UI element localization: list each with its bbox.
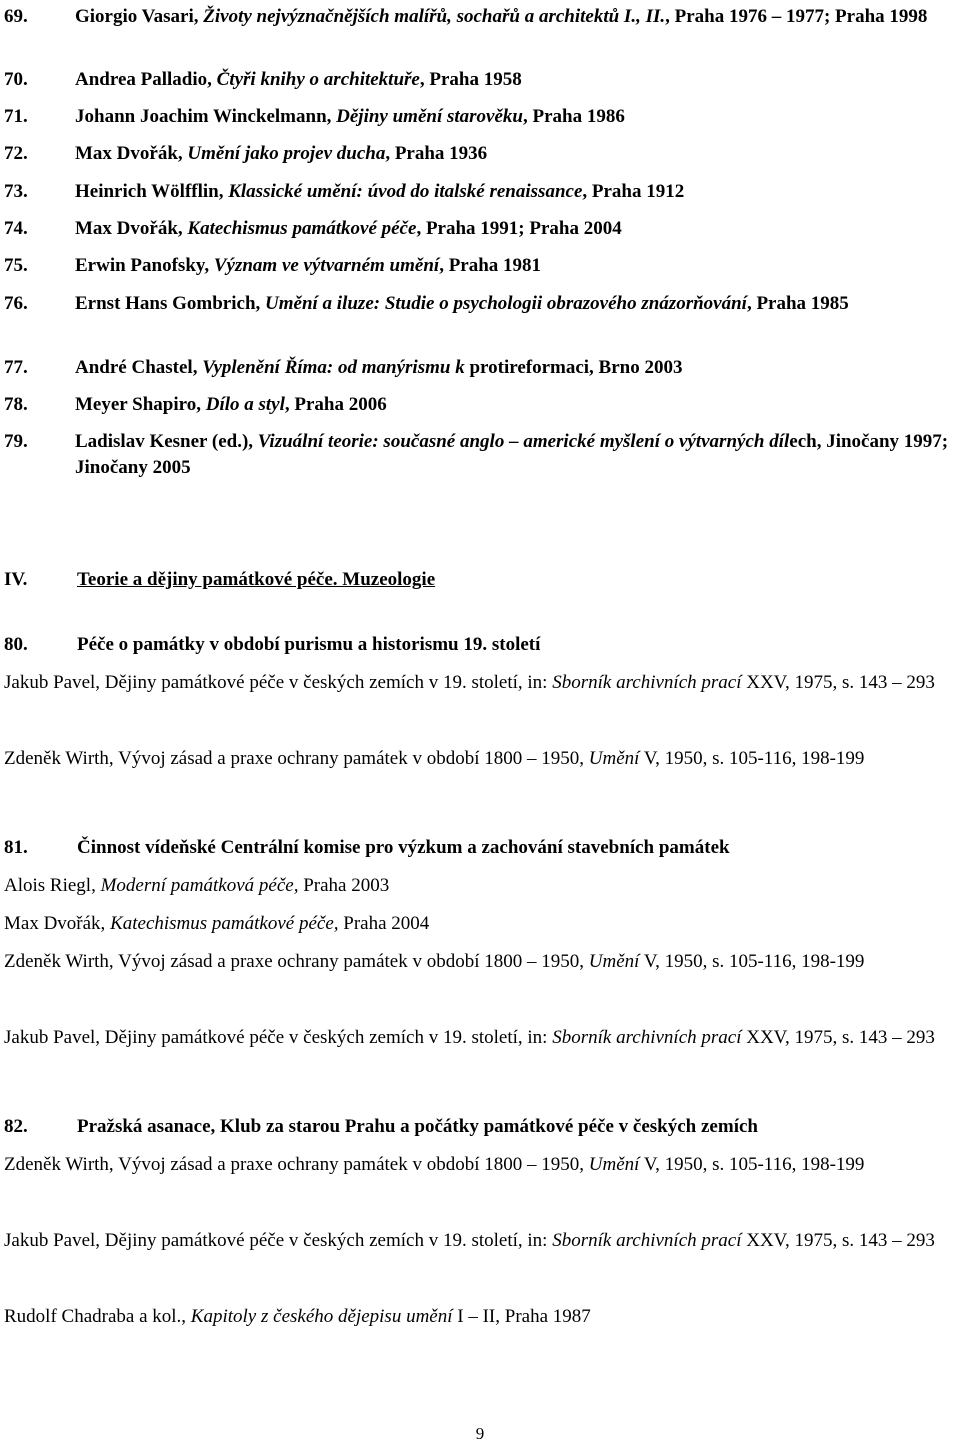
item-text: Max Dvořák, Katechismus památkové péče, Praha 1991; Praha 2004	[75, 218, 622, 239]
item-text: André Chastel, Vyplenění Říma: od manýrismu k protireformaci, Brno 2003	[75, 357, 683, 378]
item-number: 79.	[4, 431, 28, 452]
section-title: Činnost vídeňské Centrální komise pro výzkum a zachování stavebních památek	[77, 837, 730, 858]
reference-wirth: Zdeněk Wirth, Vývoj zásad a praxe ochrany památek v období 1800 – 1950, Umění V, 1950, s. 105-116, 198-199	[4, 1154, 865, 1175]
item-text: Ladislav Kesner (ed.), Vizuální teorie: současné anglo – americké myšlení o výtvarných dílech, Jinočany 1997; Jinočany 2005	[75, 431, 949, 478]
reference-wirth: Zdeněk Wirth, Vývoj zásad a praxe ochrany památek v období 1800 – 1950, Umění V, 1950, s. 105-116, 198-199	[4, 951, 865, 972]
bib-item-77	[4, 355, 954, 381]
bib-item-75	[4, 253, 954, 279]
item-text: Giorgio Vasari, Životy nejvýznačnějších malířů, sochařů a architektů I., II., Praha 1976 – 1977; Praha 1998	[75, 6, 928, 27]
item-number: 71.	[4, 106, 28, 127]
item-number: 72.	[4, 143, 28, 164]
item-number: 69.	[4, 6, 28, 27]
reference-pavel: Jakub Pavel, Dějiny památkové péče v českých zemích v 19. století, in: Sborník archivních prací XXV, 1975, s. 143 – 293	[4, 1027, 935, 1048]
section-heading-82	[4, 1114, 758, 1140]
item-number: 70.	[4, 69, 28, 90]
item-text: Johann Joachim Winckelmann, Dějiny umění starověku, Praha 1986	[75, 106, 625, 127]
page-number: 9	[475, 1424, 485, 1443]
section-number: 80.	[4, 634, 28, 655]
bib-item-71	[4, 104, 954, 130]
reference-pavel: Jakub Pavel, Dějiny památkové péče v českých zemích v 19. století, in: Sborník archivních prací XXV, 1975, s. 143 – 293	[4, 672, 935, 693]
item-number: 76.	[4, 293, 28, 314]
bib-item-79	[4, 429, 954, 481]
item-number: 77.	[4, 357, 28, 378]
reference-pavel: Jakub Pavel, Dějiny památkové péče v českých zemích v 19. století, in: Sborník archivních prací XXV, 1975, s. 143 – 293	[4, 1230, 935, 1251]
section-heading-81	[4, 835, 730, 861]
chapter-title: Teorie a dějiny památkové péče. Muzeologie	[77, 569, 436, 590]
item-text: Ernst Hans Gombrich, Umění a iluze: Studie o psychologii obrazového znázorňování, Praha 1985	[75, 293, 849, 314]
item-number: 75.	[4, 255, 28, 276]
bib-item-69	[4, 4, 954, 30]
section-title: Péče o památky v období purismu a historismu 19. století	[77, 634, 541, 655]
bib-item-70	[4, 67, 954, 93]
reference-dvorak: Max Dvořák, Katechismus památkové péče, Praha 2004	[4, 913, 430, 934]
reference-riegl: Alois Riegl, Moderní památková péče, Praha 2003	[4, 875, 390, 896]
item-number: 74.	[4, 218, 28, 239]
bib-item-74	[4, 216, 954, 242]
chapter-heading	[4, 567, 435, 593]
item-number: 78.	[4, 394, 28, 415]
reference-wirth: Zdeněk Wirth, Vývoj zásad a praxe ochrany památek v období 1800 – 1950, Umění V, 1950, s. 105-116, 198-199	[4, 748, 865, 769]
bib-item-73	[4, 179, 954, 205]
bib-item-72	[4, 141, 954, 167]
bib-item-78	[4, 392, 954, 418]
section-heading-80	[4, 632, 540, 658]
item-text: Max Dvořák, Umění jako projev ducha, Praha 1936	[75, 143, 488, 164]
item-text: Meyer Shapiro, Dílo a styl, Praha 2006	[75, 394, 387, 415]
chapter-number: IV.	[4, 569, 28, 590]
item-text: Andrea Palladio, Čtyři knihy o architektuře, Praha 1958	[75, 69, 522, 90]
reference-chadraba: Rudolf Chadraba a kol., Kapitoly z českého dějepisu umění I – II, Praha 1987	[4, 1306, 591, 1327]
section-title: Pražská asanace, Klub za starou Prahu a počátky památkové péče v českých zemích	[77, 1116, 758, 1137]
section-number: 81.	[4, 837, 28, 858]
item-text: Erwin Panofsky, Význam ve výtvarném umění, Praha 1981	[75, 255, 542, 276]
item-text: Heinrich Wölfflin, Klassické umění: úvod do italské renaissance, Praha 1912	[75, 181, 685, 202]
section-number: 82.	[4, 1116, 28, 1137]
item-number: 73.	[4, 181, 28, 202]
bib-item-76	[4, 291, 954, 317]
